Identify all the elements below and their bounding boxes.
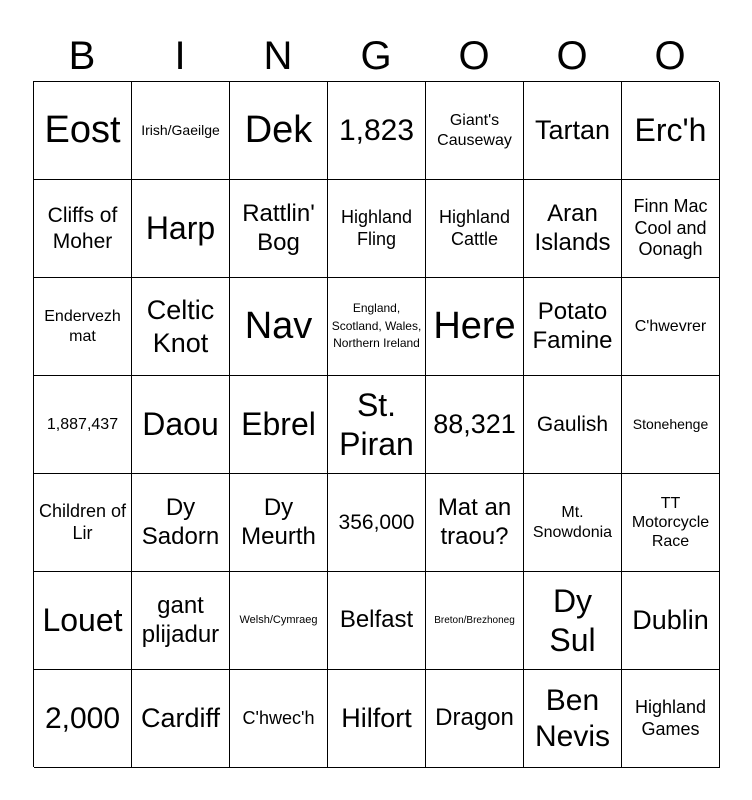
bingo-cell — [328, 474, 426, 572]
cell-text: C'hwec'h — [242, 707, 315, 728]
cell-text: Ebrel — [241, 406, 316, 443]
cell-text: Erc'h — [634, 112, 707, 149]
header-letter: N — [263, 34, 293, 78]
bingo-cell — [426, 180, 524, 278]
cell-text: Dy Sadorn — [141, 493, 220, 550]
bingo-header — [33, 30, 719, 82]
bingo-cell — [524, 572, 622, 670]
bingo-cell — [132, 82, 230, 180]
bingo-cell — [524, 82, 622, 180]
bingo-cell — [230, 278, 328, 376]
bingo-cell — [622, 670, 720, 768]
cell-text: Breton/Brezhoneg — [434, 614, 515, 626]
bingo-cell — [328, 572, 426, 670]
cell-text: Louet — [42, 602, 123, 639]
bingo-cell — [426, 670, 524, 768]
cell-text: Stonehenge — [632, 416, 709, 433]
bingo-cell — [328, 82, 426, 180]
cell-text: Harp — [145, 210, 216, 247]
cell-text: Dy Meurth — [241, 493, 316, 550]
cell-text: Gaulish — [536, 412, 609, 436]
cell-text: gant plijadur — [141, 591, 220, 648]
cell-text: 356,000 — [338, 510, 415, 534]
bingo-cell — [426, 572, 524, 670]
bingo-cell — [426, 474, 524, 572]
cell-text: Endervezh mat — [44, 308, 121, 345]
cell-text: Highland Games — [634, 696, 707, 739]
cell-text: Dragon — [435, 704, 514, 732]
header-letter: O — [654, 34, 686, 78]
cell-text: Mat an traou? — [437, 493, 512, 550]
header-letter: B — [68, 34, 96, 78]
cell-text: Mt. Snowdonia — [532, 504, 613, 541]
bingo-cell — [622, 376, 720, 474]
bingo-cell — [34, 572, 132, 670]
cell-text: Ben Nevis — [534, 683, 610, 753]
bingo-cell — [622, 278, 720, 376]
bingo-cell — [524, 670, 622, 768]
cell-text: Hilfort — [341, 703, 412, 734]
bingo-cell — [426, 278, 524, 376]
bingo-cell — [328, 376, 426, 474]
cell-text: St. Piran — [339, 387, 414, 462]
cell-text: Giant's Causeway — [437, 112, 512, 149]
cell-text: 1,823 — [338, 113, 415, 147]
header-letter: G — [360, 34, 392, 78]
cell-text: England, Scotland, Wales, Northern Ireland — [331, 301, 422, 351]
cell-text: Potato Famine — [532, 297, 613, 354]
bingo-cell — [132, 180, 230, 278]
bingo-cell — [328, 278, 426, 376]
cell-text: Cliffs of Moher — [47, 204, 118, 253]
bingo-cell — [34, 474, 132, 572]
cell-text: Irish/Gaeilge — [141, 122, 220, 139]
bingo-cell — [230, 572, 328, 670]
header-letter: O — [556, 34, 588, 78]
cell-text: TT Motorcycle Race — [631, 494, 710, 551]
cell-text: Belfast — [339, 606, 414, 634]
bingo-cell — [622, 474, 720, 572]
cell-text: Dek — [244, 108, 313, 151]
header-letter: O — [458, 34, 490, 78]
cell-text: 1,887,437 — [46, 415, 119, 433]
cell-text: Dublin — [632, 605, 709, 636]
bingo-cell — [524, 376, 622, 474]
bingo-cell — [622, 180, 720, 278]
bingo-cell — [230, 474, 328, 572]
bingo-cell — [524, 474, 622, 572]
bingo-cell — [132, 670, 230, 768]
cell-text: 88,321 — [433, 409, 516, 440]
cell-text: Highland Fling — [340, 206, 413, 249]
cell-text: Eost — [44, 108, 121, 151]
bingo-cell — [34, 180, 132, 278]
bingo-cell — [34, 278, 132, 376]
cell-text: Rattlin' Bog — [242, 199, 315, 256]
bingo-cell — [230, 180, 328, 278]
cell-text: Nav — [244, 304, 313, 347]
header-letter: I — [174, 34, 186, 78]
bingo-cell — [132, 474, 230, 572]
bingo-cell — [132, 278, 230, 376]
bingo-cell — [132, 572, 230, 670]
cell-text: Daou — [142, 406, 219, 443]
cell-text: Finn Mac Cool and Oonagh — [633, 196, 708, 260]
bingo-cell — [230, 670, 328, 768]
bingo-cell — [34, 670, 132, 768]
bingo-cell — [622, 82, 720, 180]
cell-text: C'hwevrer — [634, 317, 707, 335]
bingo-cell — [328, 670, 426, 768]
bingo-cell — [328, 180, 426, 278]
cell-text: Cardiff — [140, 703, 221, 734]
bingo-cell — [132, 376, 230, 474]
bingo-cell — [524, 278, 622, 376]
bingo-cell — [230, 82, 328, 180]
cell-text: Dy Sul — [549, 583, 596, 658]
bingo-cell — [426, 376, 524, 474]
bingo-cell — [230, 376, 328, 474]
bingo-cell — [622, 572, 720, 670]
cell-text: Welsh/Cymraeg — [239, 613, 318, 626]
bingo-card — [33, 81, 719, 767]
bingo-cell — [524, 180, 622, 278]
cell-text: Children of Lir — [38, 500, 127, 543]
bingo-cell — [34, 376, 132, 474]
bingo-cell — [426, 82, 524, 180]
cell-text: 2,000 — [44, 701, 121, 735]
cell-text: Here — [433, 304, 516, 347]
bingo-cell — [34, 82, 132, 180]
cell-text: Tartan — [534, 115, 611, 146]
cell-text: Celtic Knot — [146, 295, 215, 358]
cell-text: Aran Islands — [534, 199, 611, 256]
cell-text: Highland Cattle — [438, 206, 511, 249]
